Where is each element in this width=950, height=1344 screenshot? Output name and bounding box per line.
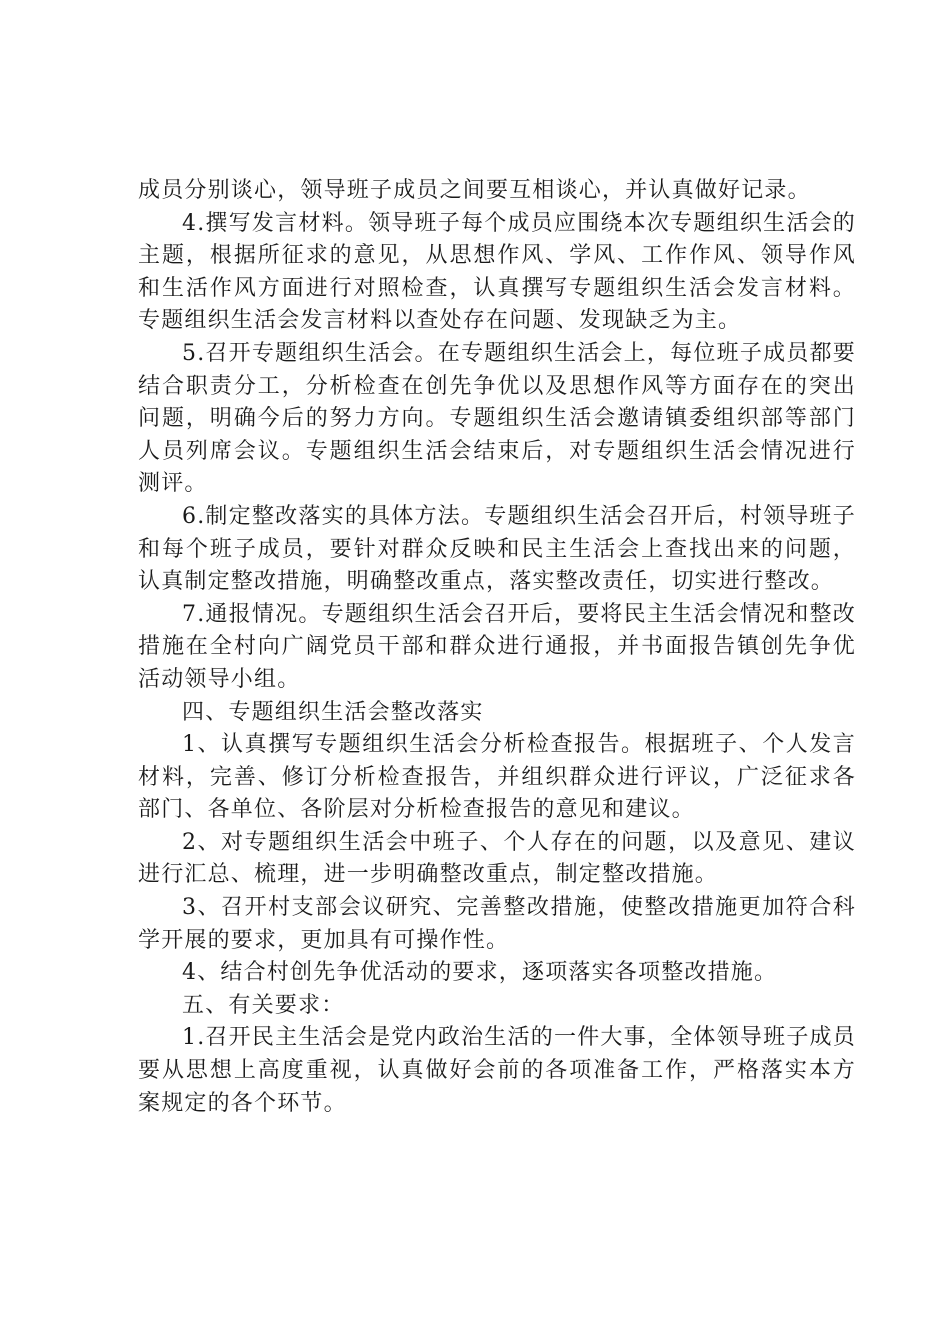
paragraph-continuation: 成员分别谈心，领导班子成员之间要互相谈心，并认真做好记录。: [138, 178, 811, 203]
paragraph-item-5: 5.召开专题组织生活会。在专题组织生活会上，每位班子成员都要结合职责分工，分析检查在创先争优以及思想作风等方面存在的突出问题，明确今后的努力方向。专题组织生活会邀请镇委组织部等部门人员列席会议。专题组织生活会结束后，对专题组织生活会情况进行测评。: [138, 340, 856, 497]
paragraph-rectify-3: 3、召开村支部会议研究、完善整改措施，使整改措施更加符合科学开展的要求，更加具有可操作性。: [138, 895, 856, 953]
section-heading-5: 五、有关要求：: [182, 992, 345, 1018]
paragraph-rectify-1: 1、认真撰写专题组织生活会分析检查报告。根据班子、个人发言材料，完善、修订分析检查报告，并组织群众进行评议，广泛征求各部门、各单位、各阶层对分析检查报告的意见和建议。: [138, 732, 856, 823]
paragraph-item-7: 7.通报情况。专题组织生活会召开后，要将民主生活会情况和整改措施在全村向广阔党员干部和群众进行通报，并书面报告镇创先争优活动领导小组。: [138, 601, 856, 692]
section-heading-4: 四、专题组织生活会整改落实: [182, 699, 484, 725]
paragraph-rectify-2: 2、对专题组织生活会中班子、个人存在的问题，以及意见、建议进行汇总、梳理，进一步明确整改重点，制定整改措施。: [138, 829, 856, 888]
paragraph-item-4: 4.撰写发言材料。领导班子每个成员应围绕本次专题组织生活会的主题，根据所征求的意见，从思想作风、学风、工作作风、领导作风和生活作风方面进行对照检查，认真撰写专题组织生活会发言材料。专题组织生活会发言材料以查处存在问题、发现缺乏为主。: [138, 210, 856, 334]
paragraph-requirement-1: 1.召开民主生活会是党内政治生活的一件大事，全体领导班子成员要从思想上高度重视，认真做好会前的各项准备工作，严格落实本方案规定的各个环节。: [138, 1025, 856, 1116]
paragraph-item-6: 6.制定整改落实的具体方法。专题组织生活会召开后，村领导班子和每个班子成员，要针对群众反映和民主生活会上查找出来的问题，认真制定整改措施，明确整改重点，落实整改责任，切实进行整改。: [138, 503, 856, 595]
document-body: [138, 175, 856, 1120]
paragraph-rectify-4: 4、结合村创先争优活动的要求，逐项落实各项整改措施。: [182, 960, 778, 986]
